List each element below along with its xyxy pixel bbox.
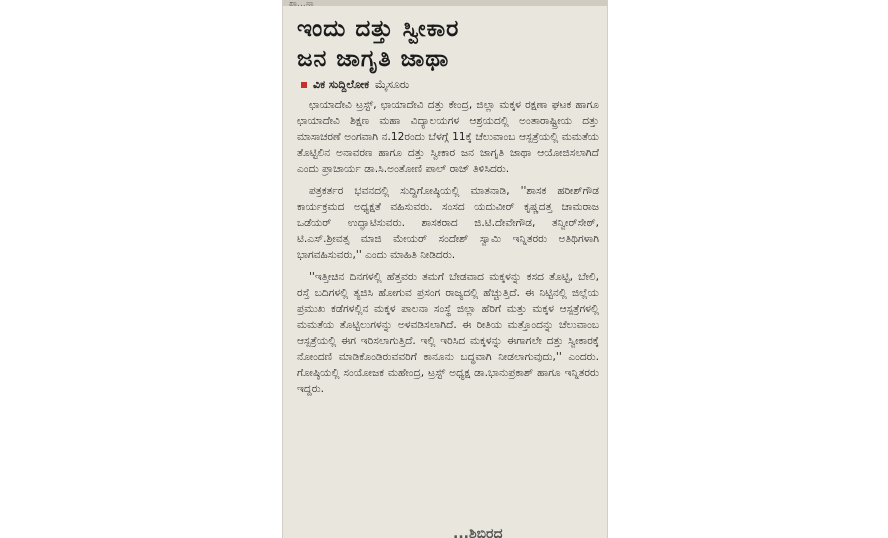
article-body [297, 97, 599, 403]
byline-source: ವಿಕ ಸುದ್ದಿಲೋಕ [313, 78, 370, 91]
article-paragraph: ಪತ್ರಕರ್ತರ ಭವನದಲ್ಲಿ ಸುದ್ದಿಗೋಷ್ಠಿಯಲ್ಲಿ ಮಾತನಾಡಿ, ''ಶಾಸಕ ಹರೀಶ್‌ಗೌಡ ಕಾರ್ಯಕ್ರಮದ ಅಧ್ಯಕ್ಷತೆ ವಹಿಸುವರು. ಸಂಸದ ಯದುವೀರ್ ಕೃಷ್ಣದತ್ತ ಚಾಮರಾಜ ಒಡೆಯರ್ ಉದ್ಘಾಟಿಸುವರು. ಶಾಸಕರಾದ ಜಿ.ಟಿ.ದೇವೇಗೌಡ, ತನ್ವೀರ್‌ಸೇಠ್, ಟಿ.ಎಸ್.ಶ್ರೀವತ್ಸ ಮಾಜಿ ಮೇಯರ್ ಸಂದೇಶ್ ಸ್ವಾಮಿ ಇನ್ನಿತರರು ಅತಿಥಿಗಳಾಗಿ ಭಾಗವಹಿಸುವರು,'' ಎಂದು ಮಾಹಿತಿ ನೀಡಿದರು. [297, 185, 599, 261]
byline-bullet-icon [301, 82, 307, 88]
headline-line-1: ಇಂದು ದತ್ತು ಸ್ವೀಕಾರ [297, 16, 460, 42]
article-paragraph: ''ಇತ್ತೀಚಿನ ದಿನಗಳಲ್ಲಿ ಹೆತ್ತವರು ತಮಗೆ ಬೇಡವಾದ ಮಕ್ಕಳನ್ನು ಕಸದ ತೊಟ್ಟಿ, ಬೇಲಿ, ರಸ್ತೆ ಬದಿಗಳಲ್ಲಿ ತ್ಯಜಿಸಿ ಹೋಗುವ ಪ್ರಸಂಗ ರಾಜ್ಯದಲ್ಲಿ ಹೆಚ್ಚುತ್ತಿದೆ. ಈ ನಿಟ್ಟಿನಲ್ಲಿ ಜಿಲ್ಲೆಯ ಪ್ರಮುಖ ಕಡೆಗಳಲ್ಲಿನ ಮಕ್ಕಳ ಪಾಲನಾ ಸಂಸ್ಥೆ ಜಿಲ್ಲಾ ಹೆರಿಗೆ ಮತ್ತು ಮಕ್ಕಳ ಆಸ್ಪತ್ರೆಗಳಲ್ಲಿ ಮಮತೆಯ ತೊಟ್ಟಿಲುಗಳನ್ನು ಅಳವಡಿಸಲಾಗಿದೆ. ಈ ರೀತಿಯ ಮತ್ತೊಂದನ್ನು ಚೆಲುವಾಂಬ ಆಸ್ಪತ್ರೆಯಲ್ಲಿ ಈಗ ಇರಿಸಲಾಗುತ್ತಿದೆ. ಇಲ್ಲಿ ಇರಿಸಿದ ಮಕ್ಕಳನ್ನು ಈಗಾಗಲೇ ದತ್ತು ಸ್ವೀಕಾರಕ್ಕೆ ನೋಂದಣಿ ಮಾಡಿಕೊಂಡಿರುವವರಿಗೆ ಕಾನೂನು ಬದ್ಧವಾಗಿ ನೀಡಲಾಗುವುದು,'' ಎಂದರು. ಗೋಷ್ಠಿಯಲ್ಲಿ ಸಂಯೋಜಕ ಮಹೇಂದ್ರ, ಟ್ರಸ್ಟ್ ಅಧ್ಯಕ್ಷ ಡಾ.ಭಾನುಪ್ರಕಾಶ್ ಹಾಗೂ ಇನ್ನಿತರರು ಇದ್ದರು. [297, 271, 599, 395]
next-article-fragment: ...ಶಿಬಿರದ [453, 526, 503, 538]
headline [297, 14, 597, 74]
previous-article-fragment: ಶಾ...ಸಾ [289, 0, 314, 9]
article-paragraph: ಛಾಯಾದೇವಿ ಟ್ರಸ್ಟ್, ಛಾಯಾದೇವಿ ದತ್ತು ಕೇಂದ್ರ, ಜಿಲ್ಲಾ ಮಕ್ಕಳ ರಕ್ಷಣಾ ಘಟಕ ಹಾಗೂ ಛಾಯಾದೇವಿ ಶಿಕ್ಷಣ ಮಹಾ ವಿದ್ಯಾಲಯಗಳ ಆಶ್ರಯದಲ್ಲಿ ಅಂತಾರಾಷ್ಟ್ರೀಯ ದತ್ತು ಮಾಸಾಚರಣೆ ಅಂಗವಾಗಿ ನ.12ರಂದು ಬೆಳಗ್ಗೆ 11ಕ್ಕೆ ಚೆಲುವಾಂಬ ಆಸ್ಪತ್ರೆಯಲ್ಲಿ ಮಮತೆಯ ತೊಟ್ಟಿಲಿನ ಅನಾವರಣ ಹಾಗೂ ದತ್ತು ಸ್ವೀಕಾರ ಜನ ಜಾಗೃತಿ ಜಾಥಾ ಆಯೋಜಿಸಲಾಗಿದೆ ಎಂದು ಪ್ರಾಚಾರ್ಯ ಡಾ.ಸಿ.ಅಂತೋಣಿ ಪಾಲ್ ರಾಜ್ ತಿಳಿಸಿದರು. [297, 99, 599, 175]
newspaper-clipping [282, 0, 608, 538]
byline [301, 78, 409, 92]
previous-article-strip [283, 0, 607, 9]
headline-line-2: ಜನ ಜಾಗೃತಿ ಜಾಥಾ [297, 46, 450, 72]
byline-place: ಮೈಸೂರು [375, 78, 410, 91]
